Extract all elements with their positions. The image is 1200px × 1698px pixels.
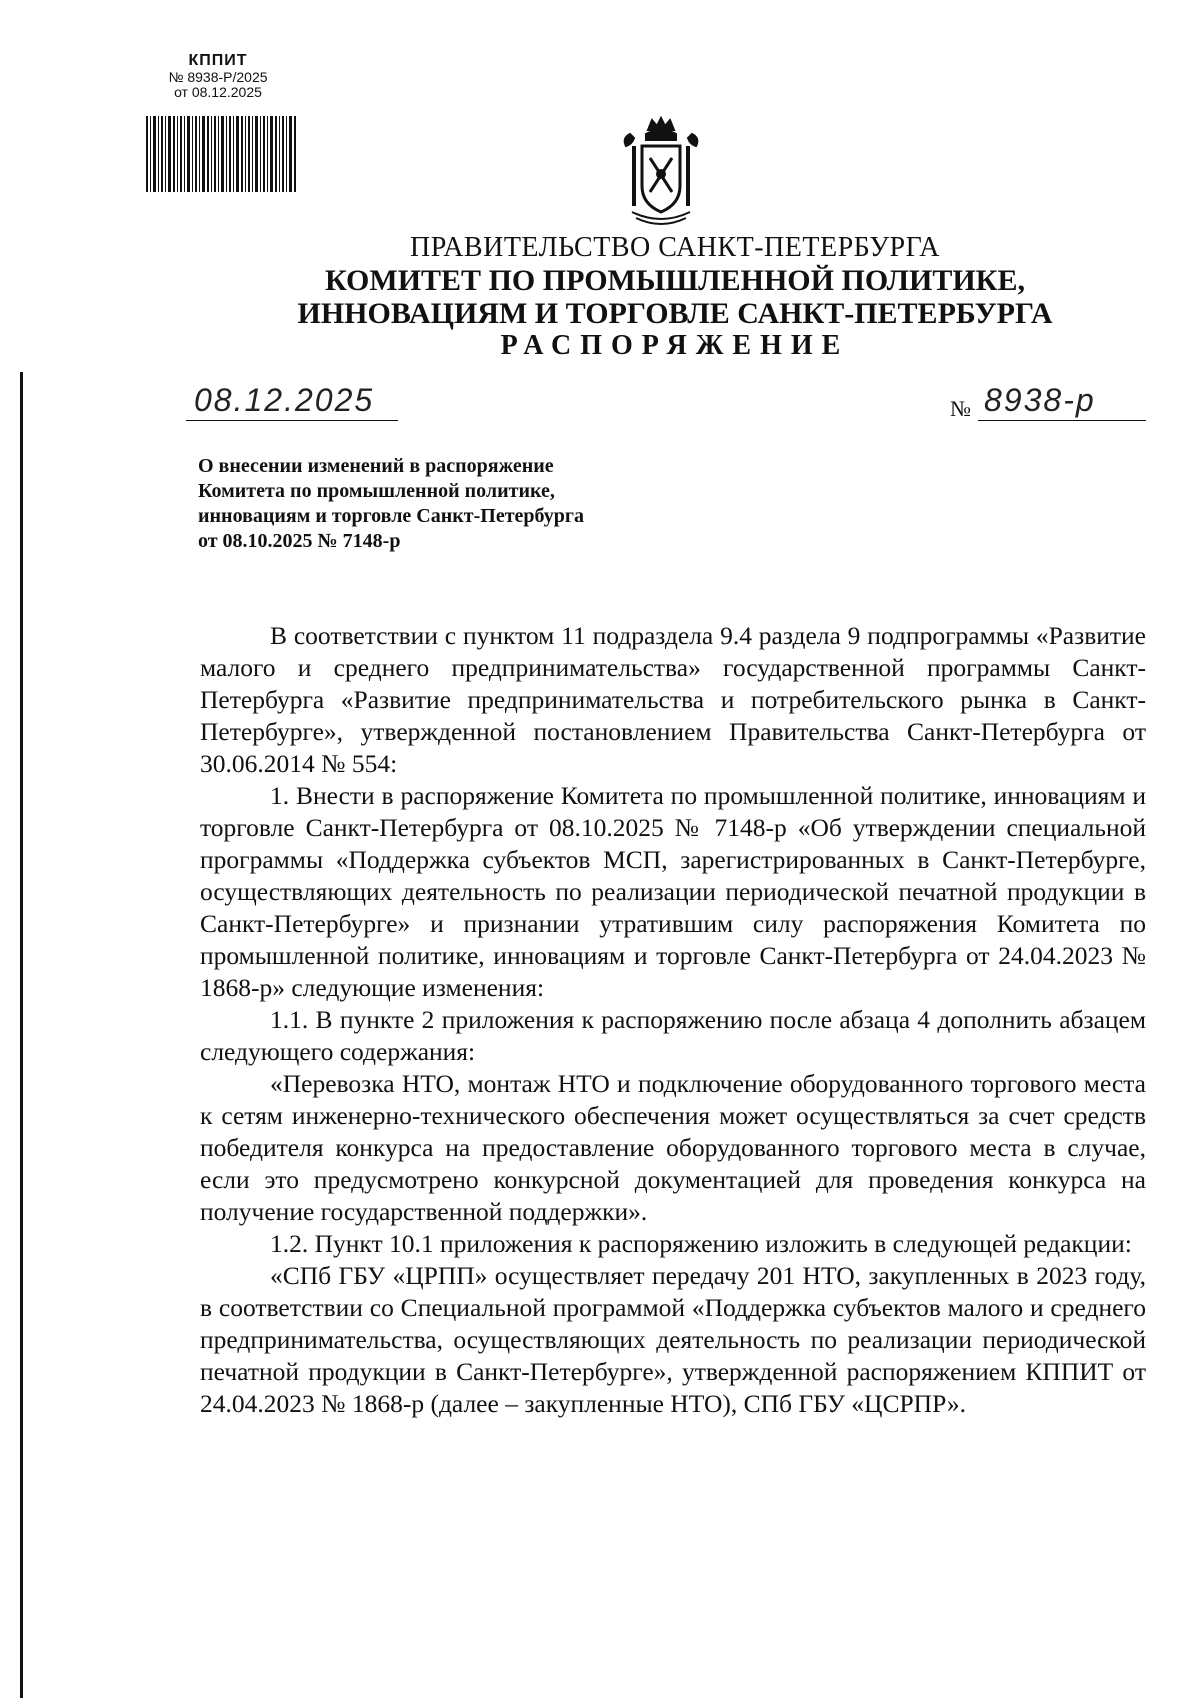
government-title: ПРАВИТЕЛЬСТВО САНКТ-ПЕТЕРБУРГА: [410, 232, 940, 263]
clause-1-2-paragraph: 1.2. Пункт 10.1 приложения к распоряжению изложить в следующей редакции:: [270, 1229, 1132, 1258]
document-date: 08.12.2025: [194, 382, 375, 418]
subject-line: Комитета по промышленной политике,: [198, 480, 555, 502]
barcode: [146, 116, 298, 192]
number-underline: [978, 420, 1146, 421]
date-underline: [186, 420, 398, 421]
stamp-date: от 08.12.2025: [174, 84, 262, 100]
number-sign: №: [950, 396, 971, 421]
registration-stamp: [148, 52, 288, 100]
coat-of-arms-emblem-icon: [612, 116, 710, 228]
clause-1-1-paragraph: 1.1. В пункте 2 приложения к распоряжению после абзаца 4 дополнить абзацем следующего содержания:: [200, 1005, 1146, 1066]
preamble-paragraph: В соответствии с пунктом 11 подраздела 9.4 раздела 9 подпрограммы «Развитие малого и среднего предпринимательства» государственной программы Санкт-Петербурга «Развитие предпринимательства и потребительского рынка в Санкт-Петербурге», утвержденной постановлением Правительства Санкт-Петербурга от 30.06.2014 № 554:: [200, 621, 1146, 778]
left-margin-line: [20, 372, 23, 1698]
document-number: 8938-р: [984, 382, 1096, 418]
clause-1-1-quote-paragraph: «Перевозка НТО, монтаж НТО и подключение оборудованного торгового места к сетям инженерно-технического обеспечения может осуществляться за счет средств победителя конкурса на предоставление оборудованного торгового места в случае, если это предусмотрено конкурсной документацией для проведения конкурса на получение государственной поддержки».: [200, 1069, 1146, 1226]
clause-1-2-quote-paragraph: «СПб ГБУ «ЦРПП» осуществляет передачу 201 НТО, закупленных в 2023 году, в соответствии со Специальной программой «Поддержка субъектов малого и среднего предпринимательства, осуществляющих деятельность по реализации периодической печатной продукции в Санкт-Петербурге», утвержденной распоряжением КППИТ от 24.04.2023 № 1868-р (далее – закупленные НТО), СПб ГБУ «ЦСРПР».: [200, 1261, 1146, 1418]
document-type: РАСПОРЯЖЕНИЕ: [500, 330, 850, 361]
subject-line: инновациям и торговле Санкт-Петербурга: [198, 505, 584, 527]
stamp-org: КППИТ: [188, 52, 248, 69]
document-subject: [198, 454, 718, 554]
committee-title-line1: КОМИТЕТ ПО ПРОМЫШЛЕННОЙ ПОЛИТИКЕ,: [325, 264, 1025, 297]
stamp-number: № 8938-Р/2025: [168, 69, 268, 85]
subject-line: О внесении изменений в распоряжение: [198, 455, 554, 477]
subject-line: от 08.10.2025 № 7148-р: [198, 530, 401, 552]
committee-title-line2: ИННОВАЦИЯМ И ТОРГОВЛЕ САНКТ-ПЕТЕРБУРГА: [297, 297, 1053, 330]
clause-1-paragraph: 1. Внести в распоряжение Комитета по промышленной политике, инновациям и торговле Санкт-Петербурга от 08.10.2025 № 7148-р «Об утверждении специальной программы «Поддержка субъектов МСП, зарегистрированных в Санкт-Петербурге, осуществляющих деятельность по реализации периодической печатной продукции в Санкт-Петербурге» и признании утратившим силу распоряжения Комитета по промышленной политике, инновациям и торговле Санкт-Петербурга от 24.04.2023 № 1868-р» следующие изменения:: [200, 781, 1146, 1002]
document-body: [200, 620, 1146, 1420]
